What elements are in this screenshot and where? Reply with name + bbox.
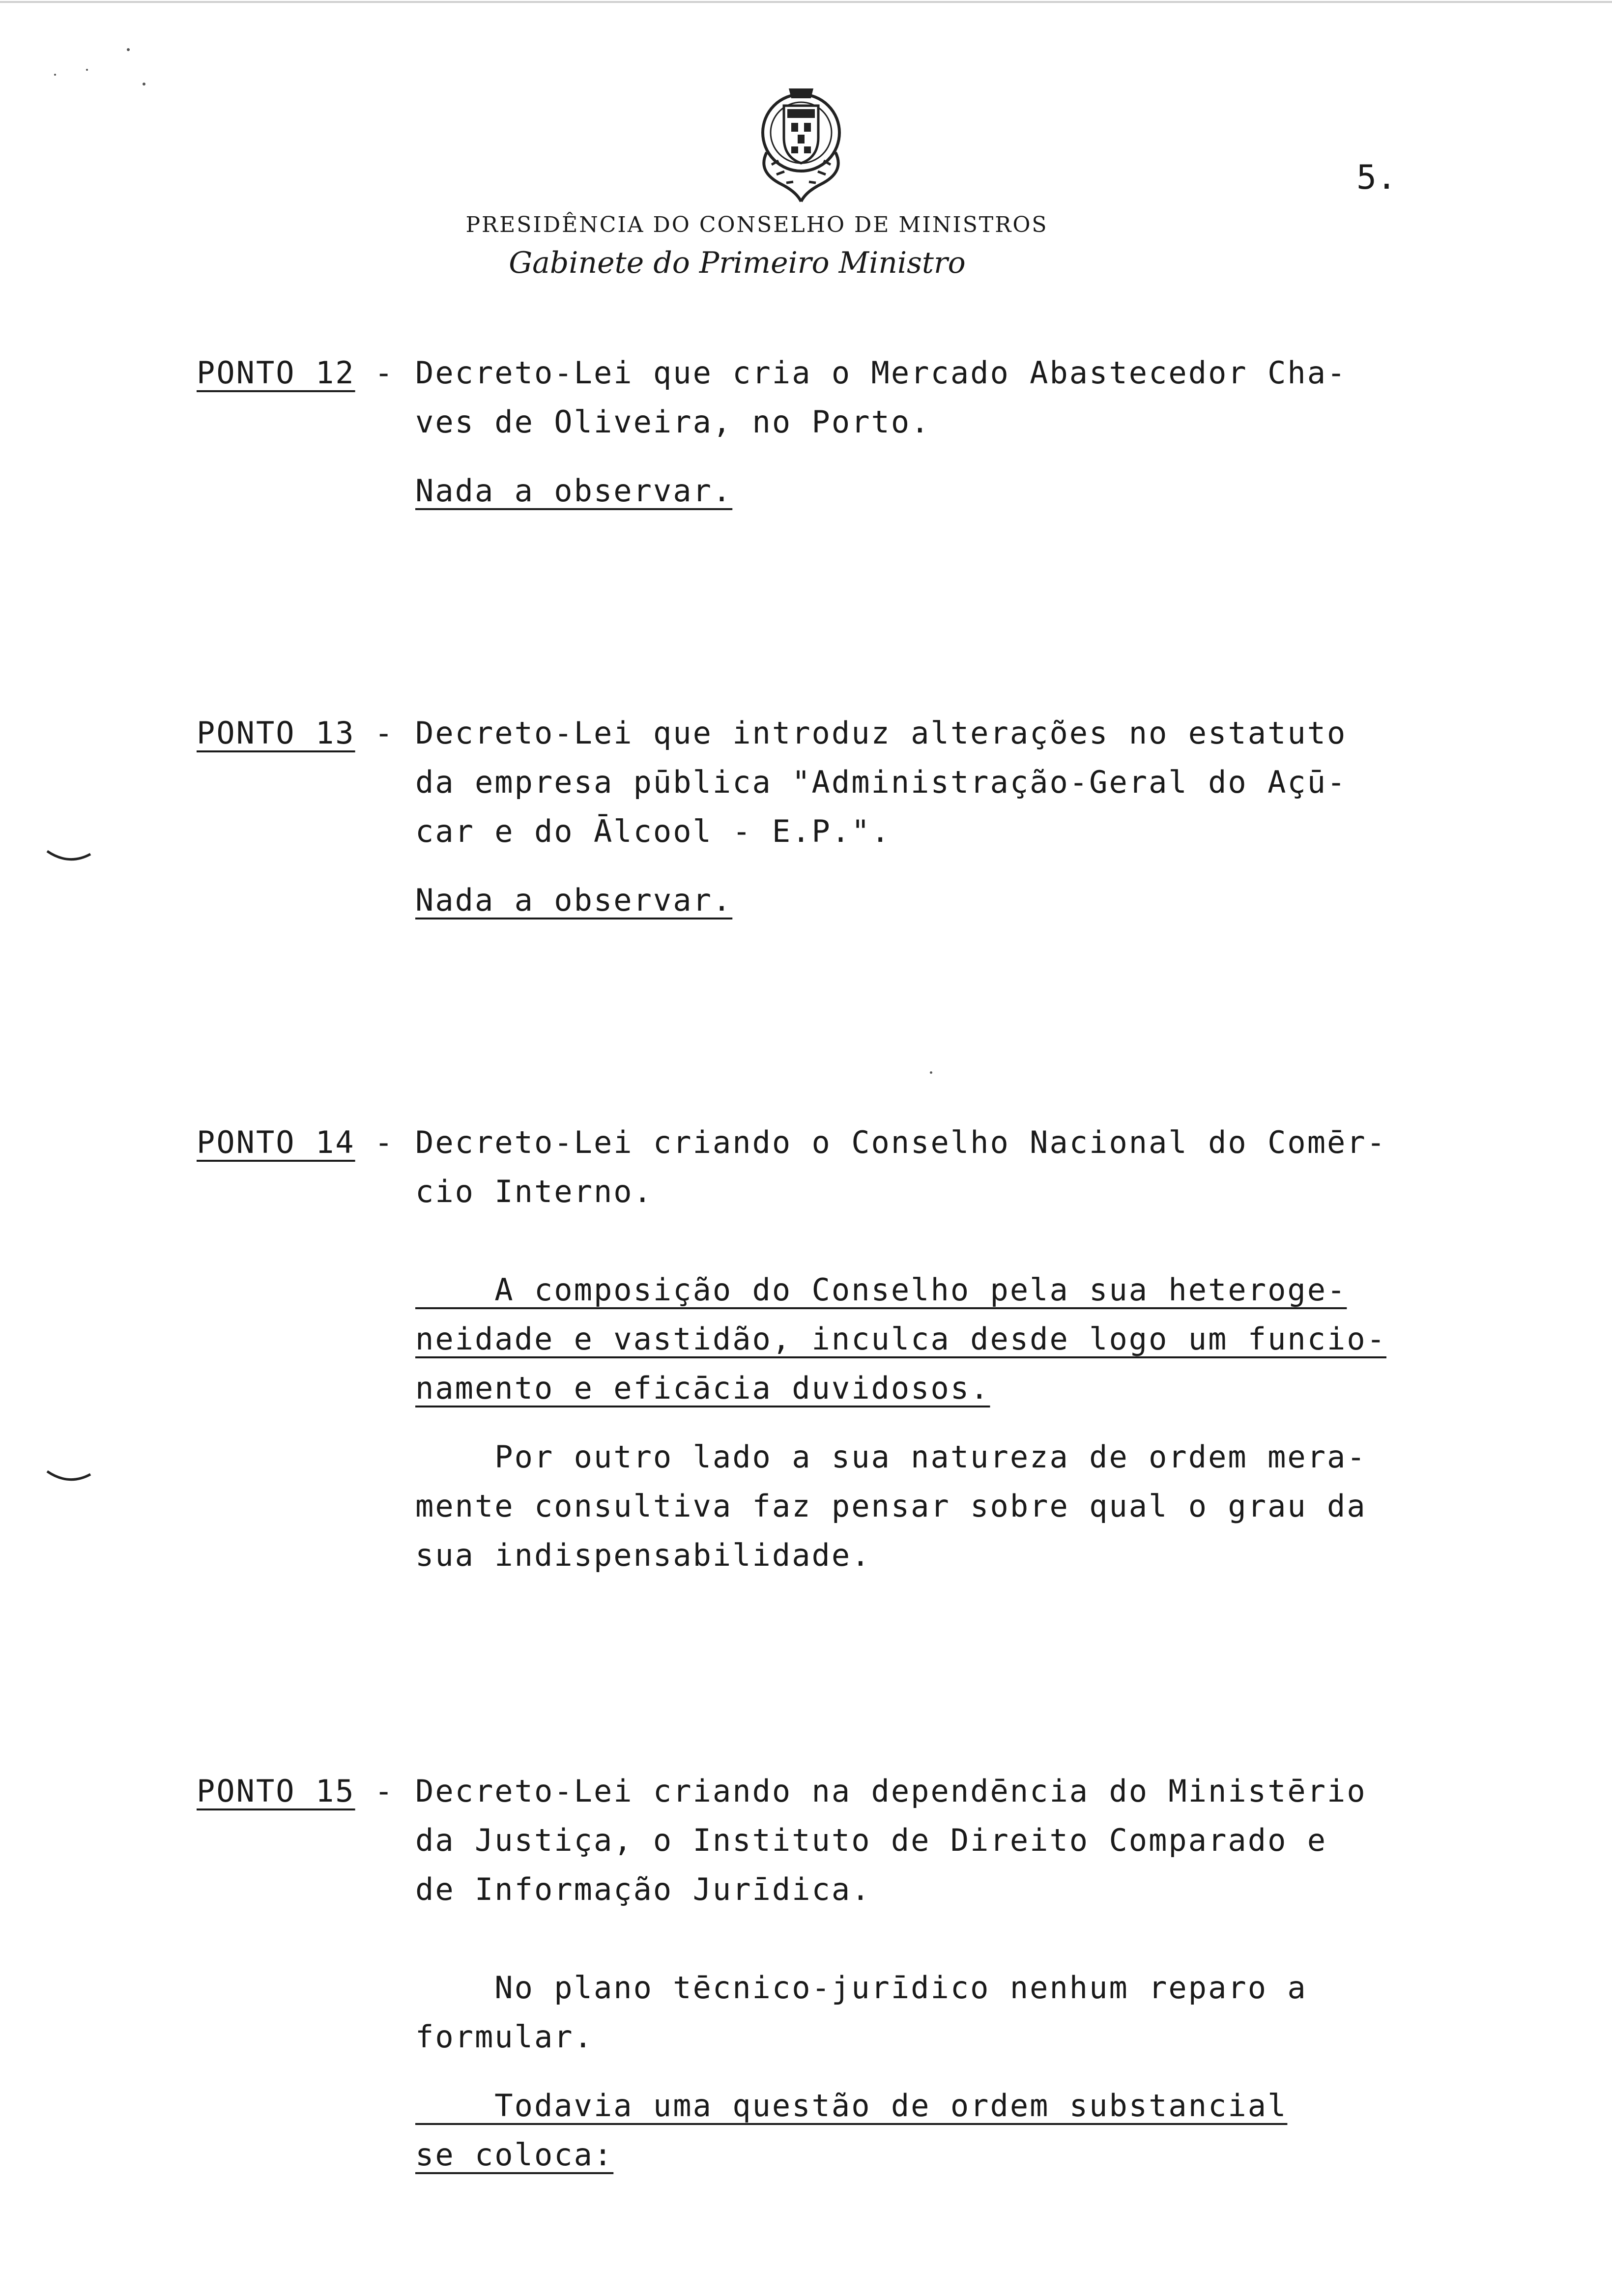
- paragraph-line: formular.: [415, 2019, 594, 2055]
- paragraph-line: sua indispensabilidade.: [415, 1537, 871, 1573]
- scan-speck: [930, 1071, 932, 1074]
- punch-mark-icon: [45, 849, 92, 863]
- item-text-line: Decreto-Lei que introduz alterações no estatuto: [415, 715, 1347, 751]
- paragraph-line: mente consultiva faz pensar sobre qual o grau da: [415, 1488, 1367, 1524]
- item-dash: -: [374, 1773, 395, 1809]
- paragraph-line: se coloca:: [415, 2137, 614, 2173]
- scan-speck: [127, 48, 130, 51]
- item-text-line: ves de Oliveira, no Porto.: [415, 404, 931, 440]
- item-label: PONTO 13: [197, 715, 355, 751]
- scan-speck: [54, 74, 56, 76]
- scan-speck: [143, 83, 145, 86]
- scan-top-edge: [0, 1, 1612, 3]
- item-text-line: Decreto-Lei criando na dependēncia do Ministērio: [415, 1773, 1367, 1809]
- item-remark: Nada a observar.: [415, 473, 733, 509]
- paragraph-line: Por outro lado a sua natureza de ordem mera-: [415, 1439, 1367, 1475]
- item-dash: -: [374, 355, 395, 391]
- coat-of-arms-icon: [742, 79, 860, 206]
- paragraph-line: namento e eficācia duvidosos.: [415, 1370, 990, 1406]
- item-dash: -: [374, 715, 395, 751]
- header-office: Gabinete do Primeiro Ministro: [509, 246, 966, 280]
- item-label: PONTO 15: [197, 1773, 355, 1809]
- item-text-line: Decreto-Lei que cria o Mercado Abastecedor Cha-: [415, 355, 1347, 391]
- item-dash: -: [374, 1124, 395, 1160]
- punch-mark-icon: [45, 1469, 92, 1483]
- item-label: PONTO 14: [197, 1124, 355, 1160]
- page-number: 5.: [1356, 158, 1397, 197]
- paragraph-line: Todavia uma questão de ordem substancial: [415, 2088, 1288, 2124]
- item-text-line: da Justiça, o Instituto de Direito Comparado e: [415, 1822, 1327, 1858]
- scan-speck: [86, 69, 88, 71]
- item-text-line: cio Interno.: [415, 1174, 653, 1209]
- item-text-line: da empresa pūblica "Administração-Geral do Açū-: [415, 764, 1347, 800]
- paragraph-line: neidade e vastidão, inculca desde logo um funcio-: [415, 1321, 1387, 1357]
- paragraph-line: A composição do Conselho pela sua heteroge-: [415, 1272, 1347, 1308]
- item-text-line: Decreto-Lei criando o Conselho Nacional do Comēr-: [415, 1124, 1387, 1160]
- item-text-line: de Informação Jurīdica.: [415, 1871, 871, 1907]
- item-text-line: car e do Ālcool - E.P.".: [415, 813, 891, 849]
- header-institution: PRESIDÊNCIA DO CONSELHO DE MINISTROS: [465, 212, 1048, 237]
- paragraph-line: No plano tēcnico-jurīdico nenhum reparo a: [415, 1970, 1307, 2006]
- item-label: PONTO 12: [197, 355, 355, 391]
- item-remark: Nada a observar.: [415, 882, 733, 918]
